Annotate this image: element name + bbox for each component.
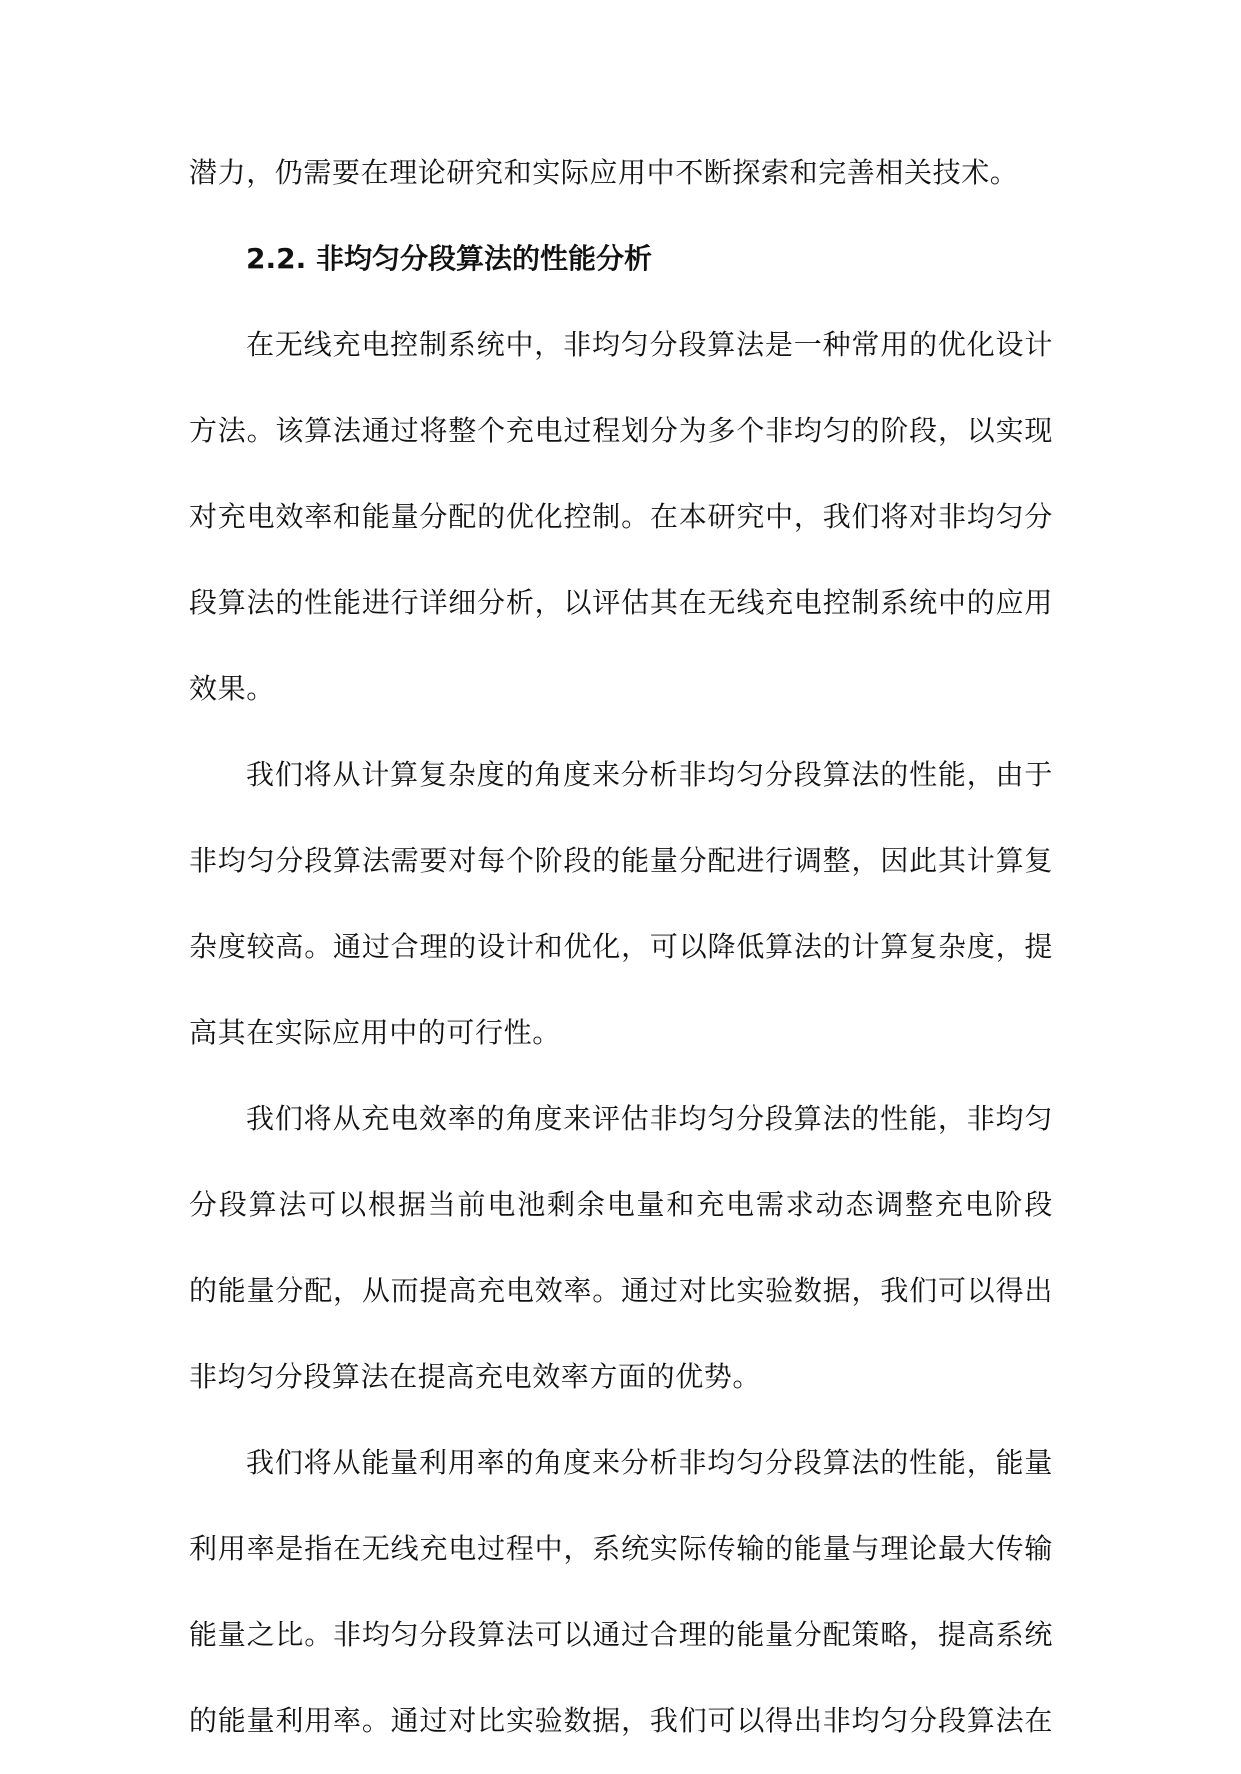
paragraph-line: 的能量利用率。通过对比实验数据，我们可以得出非均匀分段算法在 [189,1704,1053,1737]
paragraph-line: 的能量分配，从而提高充电效率。通过对比实验数据，我们可以得出 [189,1274,1053,1307]
paragraph-line: 我们将从计算复杂度的角度来分析非均匀分段算法的性能，由于 [246,758,1053,791]
paragraph-line: 我们将从能量利用率的角度来分析非均匀分段算法的性能，能量 [246,1446,1053,1479]
text-column [189,140,1053,1774]
section-heading: 2.2. 非均匀分段算法的性能分析 [246,242,652,275]
paragraph-line: 段算法的性能进行详细分析，以评估其在无线充电控制系统中的应用 [189,586,1053,619]
intro-tail-line: 潜力，仍需要在理论研究和实际应用中不断探索和完善相关技术。 [189,156,1019,189]
paragraph-4 [189,1430,1053,1774]
paragraph-line: 非均匀分段算法需要对每个阶段的能量分配进行调整，因此其计算复 [189,844,1053,877]
paragraph-line: 利用率是指在无线充电过程中，系统实际传输的能量与理论最大传输 [189,1532,1053,1565]
paragraph-line: 对充电效率和能量分配的优化控制。在本研究中，我们将对非均匀分 [189,500,1053,533]
paragraph-2 [189,742,1053,1086]
paragraph-line: 在无线充电控制系统中，非均匀分段算法是一种常用的优化设计 [246,328,1053,361]
paragraph-line: 效果。 [189,672,275,705]
paragraph-line: 高其在实际应用中的可行性。 [189,1016,561,1049]
paragraph-line: 非均匀分段算法在提高充电效率方面的优势。 [189,1360,762,1393]
paragraph-1 [189,312,1053,742]
paragraph-line: 杂度较高。通过合理的设计和优化，可以降低算法的计算复杂度，提 [189,930,1053,963]
paragraph-line: 方法。该算法通过将整个充电过程划分为多个非均匀的阶段，以实现 [189,414,1053,447]
paragraph-line: 能量之比。非均匀分段算法可以通过合理的能量分配策略，提高系统 [189,1618,1053,1651]
paragraph-line: 我们将从充电效率的角度来评估非均匀分段算法的性能，非均匀 [246,1102,1053,1135]
paragraph-3 [189,1086,1053,1430]
paragraph-line: 分段算法可以根据当前电池剩余电量和充电需求动态调整充电阶段 [189,1188,1053,1221]
